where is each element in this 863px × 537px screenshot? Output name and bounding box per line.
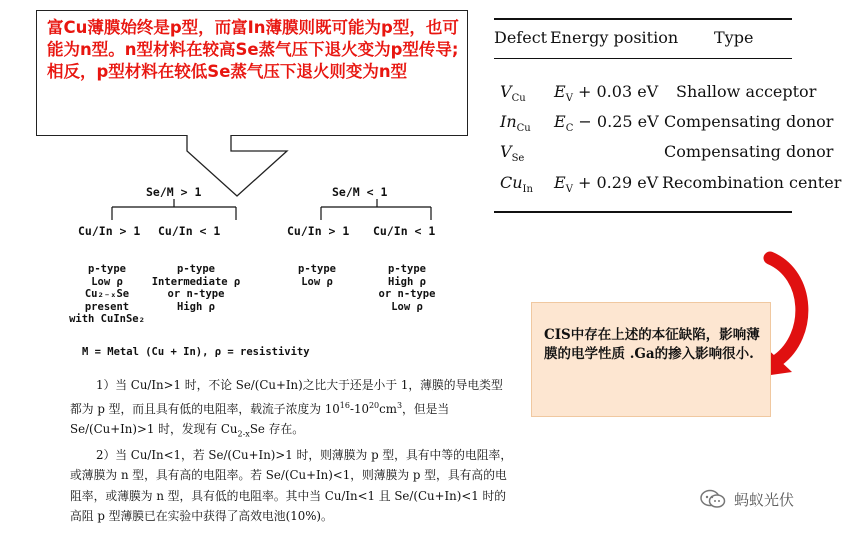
defect-name: V: [500, 82, 512, 101]
header-type: Type: [714, 28, 754, 47]
para-sup: 16: [339, 400, 350, 410]
type-cell: Compensating donor: [664, 112, 834, 131]
leaf-line: Low ρ: [301, 275, 333, 288]
para-sup: 20: [368, 400, 380, 410]
defect-sub: Cu: [516, 123, 531, 135]
defect-sub: In: [522, 184, 533, 196]
energy-sub: V: [565, 184, 573, 196]
para-text: 1）当 Cu/In>1 时，不论 Se/(Cu+In)之比大于还是小于 1，薄膜的导电类型都为 p 型，而且具有低的电阻率，载流子浓度为 10: [70, 378, 503, 416]
para-text: -10: [349, 401, 369, 416]
para-text: cm: [379, 401, 397, 416]
tree-branch: Cu/In > 1: [78, 224, 141, 238]
tree-legend: M = Metal (Cu + In), ρ = resistivity: [82, 346, 310, 358]
para-text: ，但是当 Se/(Cu+In)>1 时，发现有 Cu: [70, 401, 450, 436]
watermark: [700, 484, 794, 514]
para-text: Se 存在。: [249, 421, 305, 436]
tree-root-right: Se/M < 1: [332, 185, 388, 199]
note-text: CIS中存在上述的本征缺陷，影响薄膜的电学性质 .Ga的掺入影响很小.: [544, 327, 760, 362]
energy-symbol: E: [554, 112, 566, 131]
header-energy: Energy position: [550, 28, 679, 47]
tree-root-left: Se/M > 1: [146, 185, 202, 199]
defect-name: V: [500, 142, 512, 161]
energy-value: + 0.29 eV: [572, 173, 659, 192]
leaf-line: with CuInSe₂: [69, 313, 145, 325]
defect-sub: Se: [511, 153, 525, 165]
leaf-line: Low ρ: [391, 300, 423, 313]
type-cell: Compensating donor: [664, 142, 834, 161]
tree-leaf: [362, 263, 452, 313]
tree-leaf: [146, 263, 246, 313]
energy-sub: C: [565, 123, 574, 135]
leaf-line: or n-type: [378, 288, 436, 300]
defect-name: In: [500, 112, 517, 131]
tree-branch: Cu/In > 1: [287, 224, 350, 238]
tree-branch: Cu/In < 1: [158, 224, 221, 238]
energy-symbol: E: [554, 173, 566, 192]
wechat-icon: [700, 488, 726, 510]
defect-name: Cu: [500, 173, 523, 192]
paragraph-1: [70, 375, 514, 445]
energy-value: − 0.25 eV: [573, 112, 659, 131]
energy-sub: V: [565, 93, 573, 105]
leaf-line: High ρ: [388, 275, 426, 288]
callout-text: 富Cu薄膜始终是p型，而富In薄膜则既可能为p型，也可能为n型。n型材料在较高Se蒸气压下退火变为p型传导;相反，p型材料在较低Se蒸气压下退火则变为n型: [47, 18, 459, 81]
note-box: [531, 302, 771, 417]
paragraph-2: 2）当 Cu/In<1，若 Se/(Cu+In)>1 时，则薄膜为 p 型，具有中等的电阻率，或薄膜为 n 型，具有高的电阻率。若 Se/(Cu+In)<1，则薄膜为 p 型，具有高的电阻率，或薄膜为 n 型，具有低的电阻率。其中当 Cu/In<1 且 Se/(Cu+In)<1 时的高阻 p 型薄膜已在实验中获得了高效电池(10%)。: [70, 447, 513, 524]
leaf-line: High ρ: [177, 300, 215, 313]
defect-sub: Cu: [511, 93, 526, 105]
energy-value: + 0.03 eV: [572, 82, 659, 101]
leaf-line: Intermediate ρ: [151, 275, 241, 288]
tree-leaf: [62, 263, 152, 326]
leaf-line: Low ρ: [91, 275, 123, 288]
leaf-line: p-type: [388, 263, 426, 275]
tree-branch: Cu/In < 1: [373, 224, 436, 238]
type-cell: Recombination center: [662, 173, 842, 192]
header-defect: Defect: [494, 28, 548, 47]
leaf-line: p-type: [298, 263, 336, 275]
type-cell: Shallow acceptor: [676, 82, 817, 101]
para-sub: 2-x: [237, 429, 250, 439]
para-sup: 3: [396, 400, 403, 410]
leaf-line: p-type: [177, 263, 215, 275]
watermark-text: 蚂蚁光伏: [734, 490, 795, 509]
tree-leaf: [282, 263, 352, 288]
leaf-line: present: [84, 300, 130, 313]
body-paragraphs: [70, 375, 514, 527]
leaf-line: Cu₂₋ₓSe: [84, 288, 130, 300]
leaf-line: p-type: [88, 263, 126, 275]
energy-symbol: E: [554, 82, 566, 101]
leaf-line: or n-type: [167, 288, 225, 300]
